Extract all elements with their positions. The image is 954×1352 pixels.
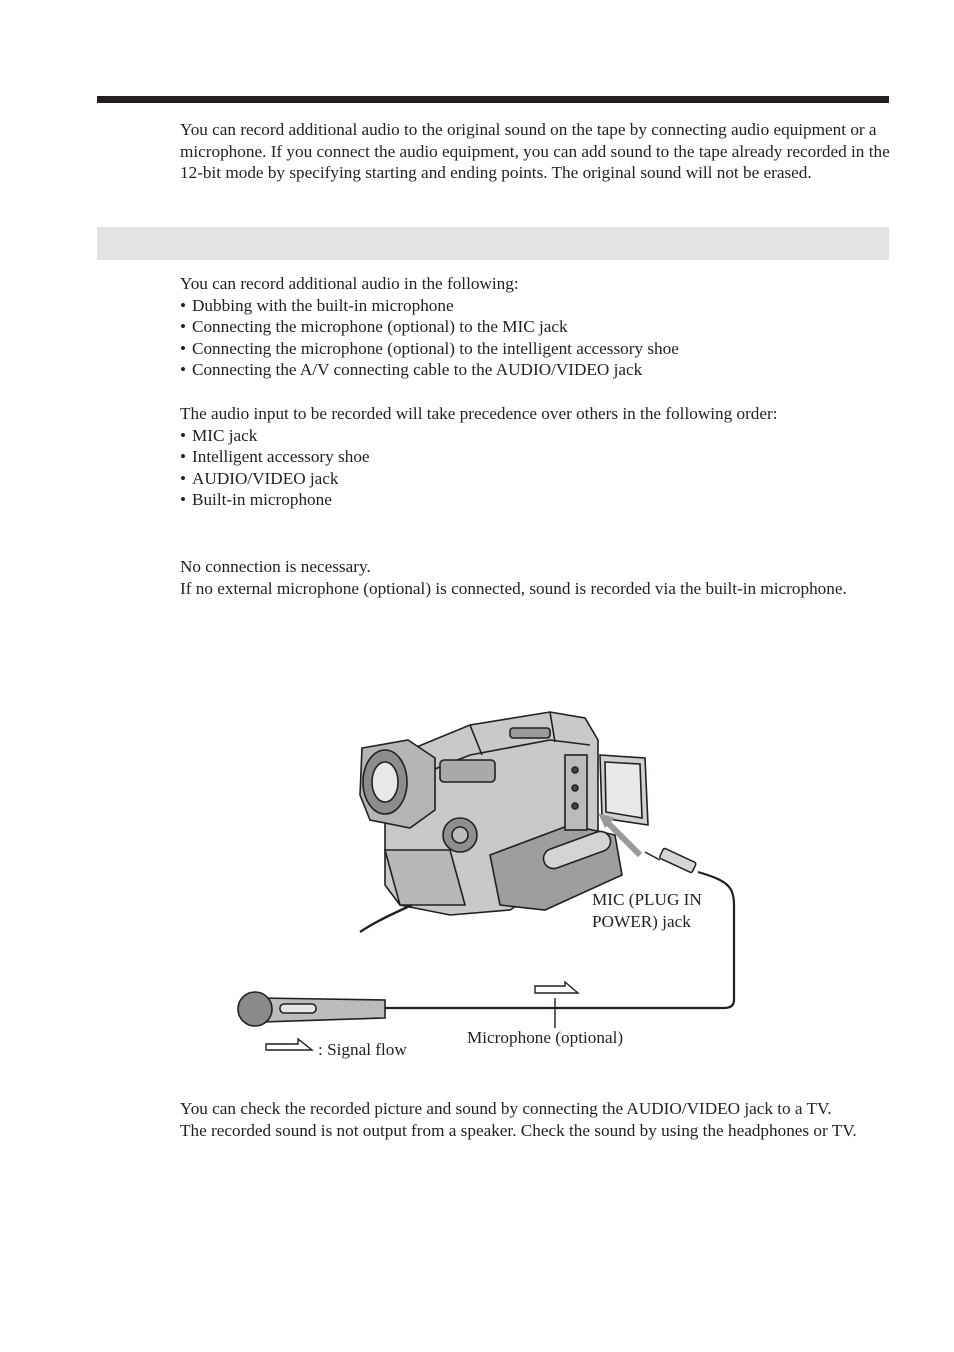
list-item: • AUDIO/VIDEO jack [180,468,339,488]
signal-flow-arrow [535,982,578,993]
priority-heading: The audio input to be recorded will take precedence over others in the following order: [180,404,778,423]
top-rule [97,96,889,103]
builtin-line-1: No connection is necessary. [180,557,371,576]
list-item: • Connecting the A/V connecting cable to the AUDIO/VIDEO jack [180,360,643,379]
builtin-block [180,556,892,599]
legend-signal-flow-icon [266,1039,312,1050]
intro-text: You can record additional audio to the original sound on the tape by connecting audio equipment or a microphone. If you connect the audio equipment, you can add sound to the tape already recorded in the 12-bit mode by specifying starting and ending points. The original sound will not be erased. [180,120,890,182]
check-line-1: You can check the recorded picture and sound by connecting the AUDIO/VIDEO jack to a TV. [180,1099,832,1118]
check-block [180,1098,892,1141]
check-line-2: The recorded sound is not output from a speaker. Check the sound by using the headphones or TV. [180,1120,857,1140]
sources-block [180,273,892,381]
section-heading-bar [97,227,889,260]
connection-diagram [220,700,760,1070]
list-item: • Connecting the microphone (optional) to the MIC jack [180,317,568,336]
sources-heading: You can record additional audio in the following: [180,274,519,293]
list-item: • Dubbing with the built-in microphone [180,295,454,315]
signal-flow-label: : Signal flow [318,1040,407,1059]
list-item: • Built-in microphone [180,490,332,509]
microphone-illustration [238,992,385,1026]
list-item: • Connecting the microphone (optional) to the intelligent accessory shoe [180,338,679,358]
builtin-line-2: If no external microphone (optional) is connected, sound is recorded via the built-in microphone. [180,578,847,598]
mic-jack-label: MIC (PLUG IN POWER) jack [592,890,702,931]
list-item: • Intelligent accessory shoe [180,447,370,466]
microphone-label: Microphone (optional) [467,1028,624,1047]
mic-plug [645,848,696,873]
intro-paragraph [180,119,892,184]
list-item: • MIC jack [180,425,258,445]
priority-block [180,403,892,511]
